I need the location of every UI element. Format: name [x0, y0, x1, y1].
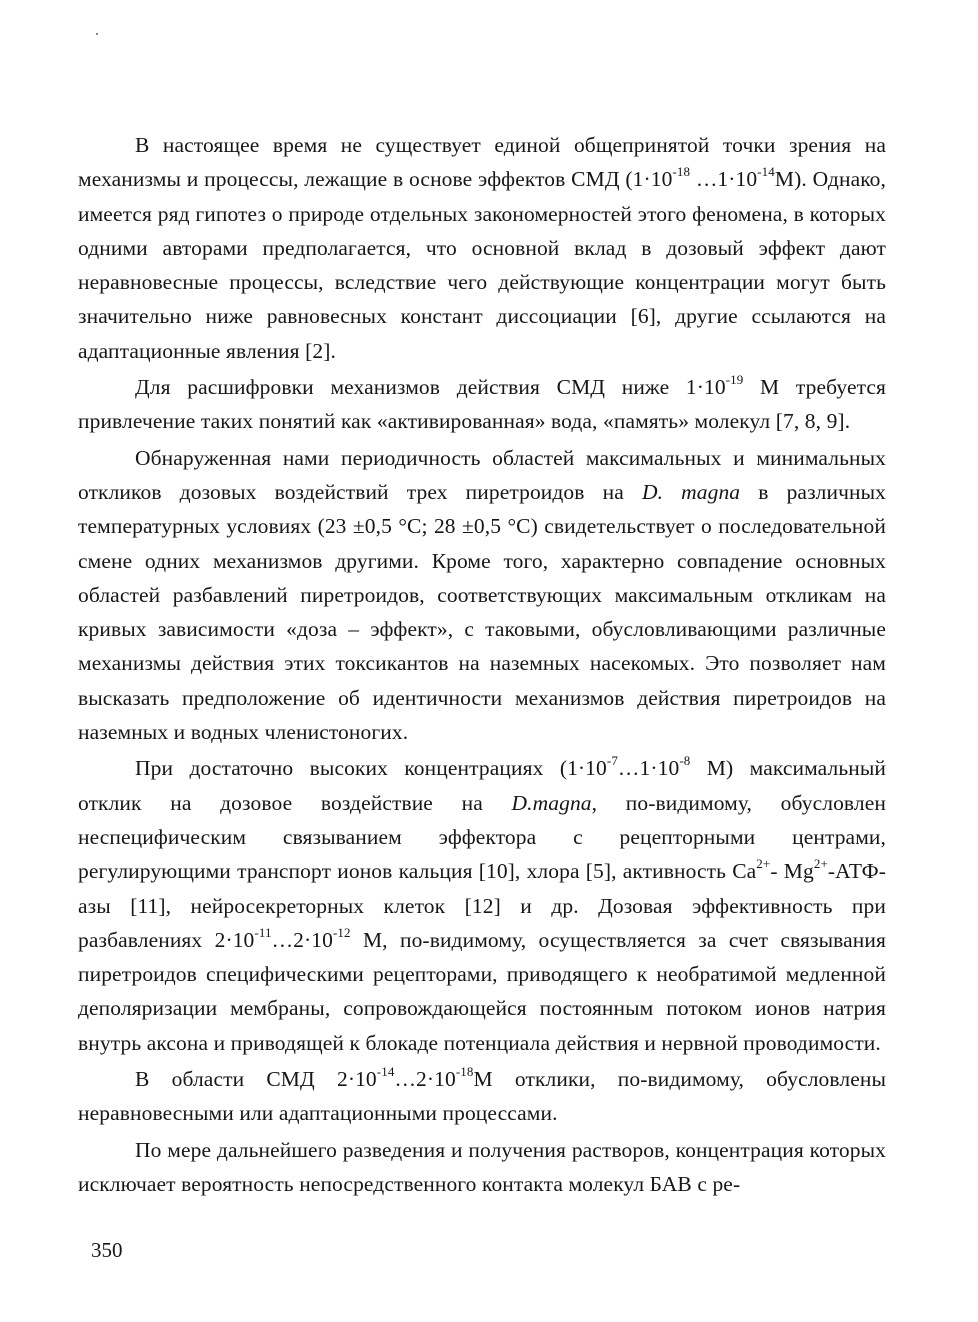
p4-text-h: М, по-видимому, осуществляется за счет связывания пиретроидов специфическими рецепторами, приводящего к необратимой медленной деполяризации мембраны, сопровождающейся постоянным потоком ионов натрия внутрь аксона и приводящей к блокаде потенциала действия и нервной проводимости. [78, 927, 886, 1055]
p4-exponent-2: -8 [679, 753, 691, 769]
p5-text-c: М отклики, по-видимому, обусловлены неравновесными или адаптационными процессами. [78, 1067, 887, 1126]
p3-text-a: Обнаруженная нами периодичность областей максимальных и минимальных откликов дозовых воздействий трех пиретроидов на [78, 445, 886, 504]
p4-text-a: При достаточно высоких концентрациях (1·10 [135, 756, 607, 781]
p4-text-f: -АТФ-азы [11], нейросекреторных клеток [12] и др. Дозовая эффективность при разбавлениях 2·10 [78, 859, 886, 952]
p2-exponent-1: -19 [725, 371, 744, 387]
p4-text-g: …2·10 [271, 927, 333, 952]
p5-text-a: В области СМД 2·10 [135, 1067, 377, 1092]
scan-speck [96, 33, 98, 35]
p2-text-b: М требуется привлечение таких понятий как «активированная» вода, «память» молекул [7, 8, 9]. [78, 375, 886, 434]
p5-exponent-2: -18 [455, 1063, 474, 1079]
paragraph-6 [78, 1133, 886, 1202]
p4-text-c: М) максимальный отклик на дозовое воздействие на [78, 756, 886, 815]
paragraph-3 [78, 441, 886, 750]
p2-text-a: Для расшифровки механизмов действия СМД ниже 1·10 [135, 375, 726, 400]
body-text [78, 128, 886, 1203]
p3-text-b: в различных температурных условиях (23 ±0,5 °С; 28 ±0,5 °С) свидетельствует о последовательной смене одних механизмов другими. Кроме того, характерно совпадение основных областей разбавлений пиретроидов, соответствующих максимальным откликам на кривых зависимости «доза – эффект», с таковыми, обусловливающими различные механизмы действия этих токсикантов на наземных насекомых. Это позволяет нам высказать предположение об идентичности механизмов действия пиретроидов на наземных и водных членистоногих. [78, 479, 887, 745]
p4-species-name: D.magna [511, 790, 592, 815]
p6-text-a: По мере дальнейшего разведения и получения растворов, концентрация которых исключает вероятность непосредственного контакта молекул БАВ с ре- [78, 1137, 886, 1196]
p1-text-a: В настоящее время не существует единой общепринятой точки зрения на механизмы и процессы, лежащие в основе эффектов СМД (1·10 [78, 133, 886, 192]
p1-exponent-1: -18 [672, 164, 691, 180]
p4-text-b: …1·10 [617, 756, 680, 781]
p4-exponent-4: 2+ [813, 856, 828, 872]
paragraph-1 [78, 128, 886, 368]
p1-text-b: …1·10 [690, 167, 758, 192]
p1-text-c: М). Однако, имеется ряд гипотез о природе отдельных закономерностей этого феномена, в которых одними авторами предполагается, что основной вклад в дозовый эффект дают неравновесные процессы, вследствие чего действующие концентрации могут быть значительно ниже равновесных констант диссоциации [6], другие ссылаются на адаптационные явления [2]. [78, 167, 886, 363]
p3-species-name: D. magna [641, 479, 741, 504]
p5-exponent-1: -14 [376, 1063, 395, 1079]
paragraph-2 [78, 370, 886, 439]
p1-exponent-2: -14 [757, 164, 775, 180]
p4-exponent-3: 2+ [756, 856, 771, 872]
p4-exponent-5: -11 [254, 924, 272, 940]
p4-text-d: , по-видимому, обусловлен неспецифическим связыванием эффектора с рецепторными центрами, регулирующими транспорт ионов кальция [10], хлора [5], активность Са [78, 790, 886, 884]
p4-exponent-6: -12 [332, 924, 351, 940]
paragraph-4 [78, 751, 886, 1060]
p4-exponent-1: -7 [606, 753, 618, 769]
p4-text-e: - Mg [770, 859, 814, 884]
p5-text-b: …2·10 [394, 1067, 456, 1092]
paragraph-5 [78, 1062, 886, 1131]
page-number: 350 [91, 1238, 123, 1262]
